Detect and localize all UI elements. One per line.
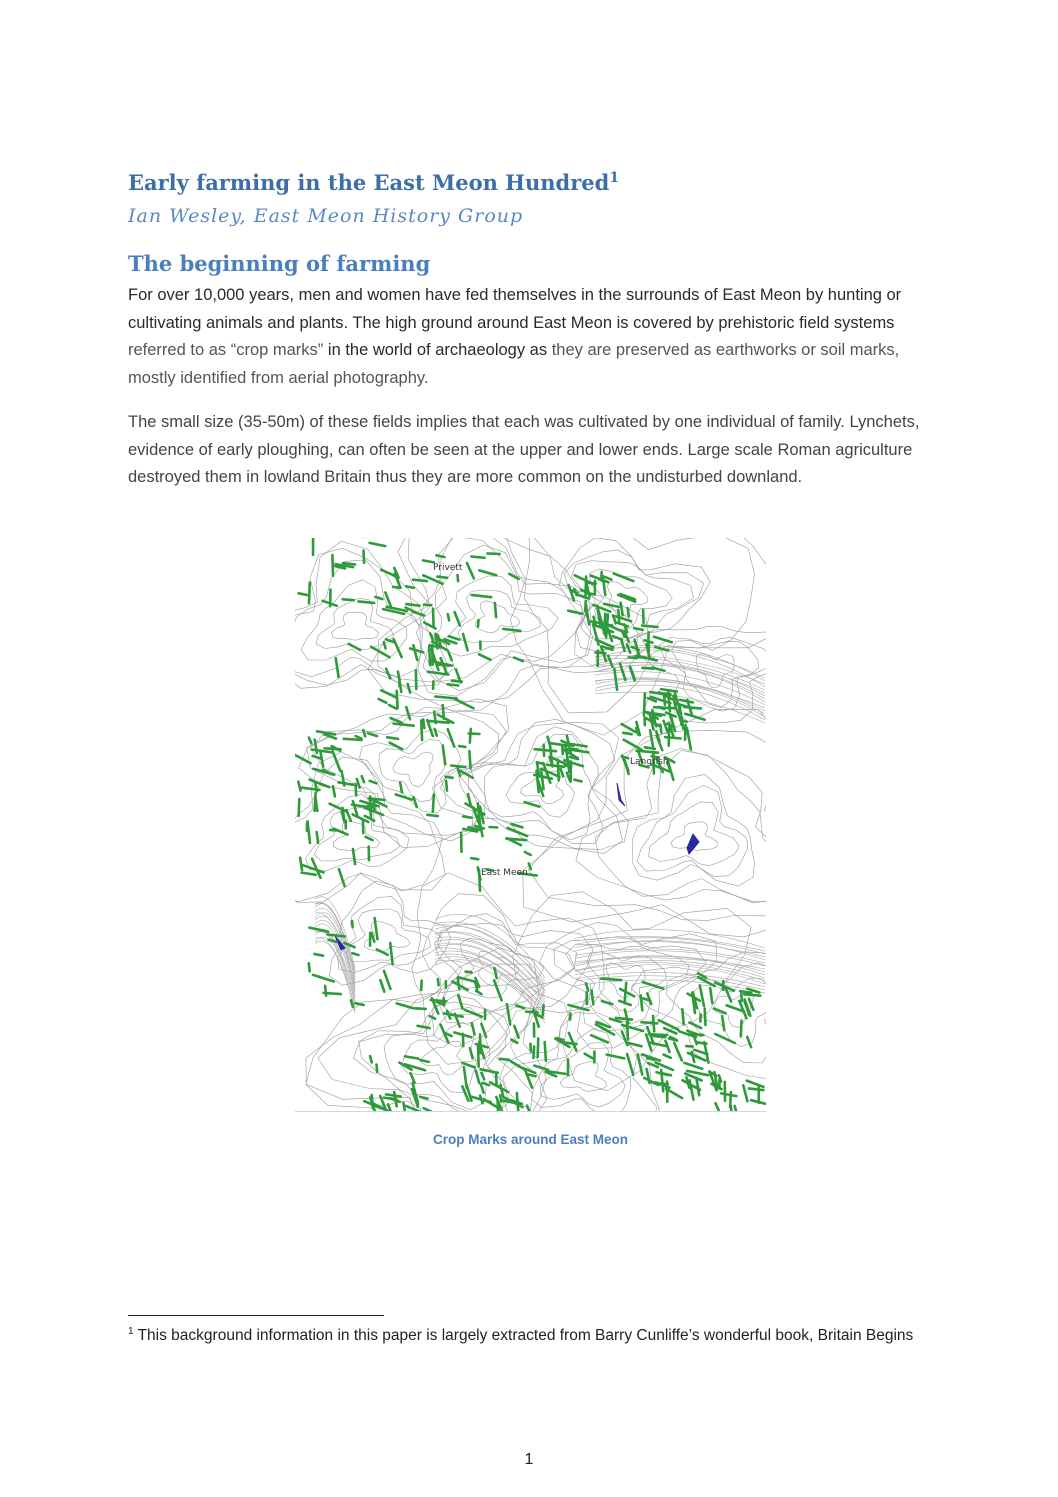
crop-mark — [464, 1067, 467, 1087]
crop-mark — [514, 658, 523, 662]
contour-line — [316, 598, 394, 649]
crop-mark — [710, 988, 712, 1003]
crop-mark — [406, 586, 414, 588]
crop-mark — [608, 656, 612, 667]
crop-mark — [315, 793, 316, 811]
contour-line — [384, 1007, 490, 1110]
contour-line — [595, 750, 766, 903]
crop-mark — [400, 783, 402, 793]
crop-mark — [647, 1069, 650, 1083]
crop-mark — [427, 721, 449, 723]
contour-line — [318, 985, 533, 1111]
crop-mark — [478, 620, 479, 627]
crop-mark — [481, 1085, 484, 1093]
crop-mark — [446, 777, 453, 778]
crop-mark — [433, 794, 434, 811]
crop-mark — [616, 1018, 632, 1020]
crop-mark — [362, 776, 364, 782]
contour-line — [301, 580, 407, 661]
crop-mark — [487, 553, 499, 554]
crop-mark — [648, 641, 649, 655]
crop-mark — [470, 1048, 473, 1058]
crop-mark — [476, 991, 481, 994]
crop-mark — [309, 583, 310, 604]
paragraph-1-part-c: in the world of archaeology as — [323, 341, 552, 359]
crop-mark — [449, 636, 460, 639]
crop-mark — [433, 609, 434, 627]
crop-mark — [349, 644, 361, 650]
contour-line — [432, 722, 628, 849]
crop-mark — [700, 985, 704, 1006]
crop-mark-lines — [295, 538, 766, 1111]
crop-mark — [495, 603, 496, 617]
crop-mark — [329, 940, 337, 942]
crop-mark — [642, 626, 658, 628]
crop-mark — [662, 693, 670, 694]
crop-mark — [355, 1003, 363, 1005]
crop-mark — [372, 933, 375, 942]
crop-mark — [634, 628, 642, 630]
crop-mark — [602, 1001, 612, 1004]
crop-mark — [455, 612, 460, 625]
crop-mark — [406, 604, 419, 606]
crop-mark — [405, 1056, 419, 1058]
contour-line — [637, 785, 748, 876]
crop-mark — [421, 1060, 429, 1062]
crop-mark — [508, 828, 528, 836]
crop-mark — [427, 815, 438, 816]
crop-mark — [622, 724, 636, 732]
crop-mark — [299, 593, 307, 595]
crop-mark — [470, 729, 471, 743]
crop-mark — [463, 817, 471, 818]
crop-mark — [490, 1082, 508, 1092]
crop-mark — [471, 858, 478, 859]
crop-mark — [478, 1047, 479, 1067]
contour-line — [295, 560, 421, 677]
paragraph-2: The small size (35-50m) of these fields implies that each was cultivated by one individual of family. Lynchets, evidence of early ploughing, can often be seen at the upper and lower ends. Large scale Roman agriculture destroyed them in lowland Britain thus they are more common on the undisturbed downland. — [128, 413, 920, 486]
crop-mark — [347, 810, 351, 821]
crop-mark — [686, 1046, 693, 1047]
crop-mark — [547, 765, 564, 767]
map-label-langrish: Langrish — [630, 757, 669, 767]
crop-mark — [375, 597, 382, 599]
crop-mark — [458, 978, 460, 989]
ridge-line — [435, 925, 545, 984]
crop-mark — [591, 1035, 608, 1042]
crop-mark — [621, 639, 624, 651]
crop-mark — [568, 611, 582, 614]
crop-mark — [368, 733, 377, 736]
crop-mark — [525, 802, 540, 807]
crop-mark — [654, 1083, 668, 1084]
crop-mark — [685, 725, 686, 740]
crop-mark — [475, 983, 477, 990]
crop-mark — [500, 1059, 509, 1060]
crop-mark — [682, 1009, 683, 1024]
crop-mark — [353, 849, 355, 864]
crop-mark — [370, 543, 386, 546]
crop-mark — [351, 1000, 353, 1007]
map-label-east-meon: East Meon — [481, 868, 528, 878]
crop-mark — [424, 605, 432, 606]
crop-mark — [343, 599, 354, 600]
crop-mark — [381, 570, 395, 576]
crop-mark — [408, 684, 410, 693]
crop-mark — [534, 1066, 548, 1070]
crop-mark — [657, 1072, 668, 1075]
crop-mark — [625, 761, 629, 775]
crop-mark — [558, 760, 559, 781]
crop-mark — [561, 769, 564, 776]
crop-mark — [741, 1021, 742, 1037]
footnote — [128, 1325, 918, 1347]
contour-line — [500, 997, 661, 1111]
crop-mark — [343, 563, 355, 564]
crop-mark — [300, 858, 302, 870]
crop-mark — [649, 1042, 666, 1046]
crop-mark — [655, 647, 668, 651]
crop-mark — [302, 873, 316, 875]
crop-mark — [310, 780, 330, 788]
crop-mark — [372, 1095, 373, 1108]
crop-mark — [472, 595, 491, 597]
crop-mark — [446, 781, 447, 791]
crop-mark — [751, 1100, 766, 1104]
crop-mark — [421, 721, 422, 741]
crop-mark — [481, 1073, 484, 1079]
crop-mark — [424, 1108, 431, 1111]
crop-mark — [379, 699, 387, 703]
crop-mark — [659, 1020, 679, 1029]
crop-mark — [466, 972, 472, 973]
document-title — [128, 170, 619, 195]
crop-mark — [463, 634, 468, 651]
crop-mark — [448, 684, 459, 685]
crop-mark — [352, 953, 358, 955]
contour-line — [447, 576, 559, 656]
figure-caption: Crop Marks around East Meon — [432, 1132, 629, 1147]
contour-line — [437, 923, 575, 1014]
crop-mark — [380, 980, 384, 992]
crop-mark — [627, 1054, 633, 1075]
crop-mark — [586, 604, 589, 624]
contour-line — [475, 601, 520, 633]
crop-mark — [452, 681, 462, 682]
crop-mark — [413, 645, 417, 660]
crop-mark — [537, 762, 543, 764]
crop-mark — [366, 837, 373, 840]
crop-mark — [451, 766, 465, 768]
crop-mark — [421, 981, 422, 990]
crop-mark — [530, 1044, 531, 1052]
crop-mark — [364, 551, 365, 563]
crop-mark — [621, 603, 623, 615]
crop-mark — [543, 1005, 544, 1015]
contour-line — [393, 752, 433, 787]
crop-mark — [476, 1071, 480, 1084]
crop-mark — [396, 795, 412, 800]
crop-mark — [650, 730, 653, 748]
crop-mark — [443, 746, 446, 765]
crop-mark — [653, 1016, 654, 1032]
crop-mark — [490, 827, 498, 828]
crop-mark — [680, 700, 693, 703]
crop-mark — [483, 1083, 490, 1085]
crop-mark — [436, 555, 444, 557]
crop-mark — [628, 608, 629, 616]
contour-line — [333, 822, 379, 851]
title-text: Early farming in the East Meon Hundred — [128, 170, 610, 195]
footnote-divider — [128, 1315, 384, 1316]
section-heading: The beginning of farming — [128, 251, 431, 276]
footnote-text: This background information in this paper is largely extracted from Barry Cunliffe’s wonderful book, Britain Begins — [137, 1327, 914, 1344]
crop-mark — [314, 954, 323, 956]
crop-mark — [654, 637, 672, 643]
crop-mark — [299, 799, 300, 816]
crop-mark — [664, 1055, 671, 1058]
contour-line — [498, 538, 766, 735]
crop-mark — [620, 989, 634, 997]
contour-line — [524, 538, 754, 713]
water-feature — [687, 834, 699, 854]
crop-mark — [577, 595, 589, 599]
crop-mark — [339, 782, 354, 785]
crop-mark — [614, 574, 634, 582]
crop-mark — [618, 610, 619, 622]
crop-mark — [309, 963, 310, 971]
crop-mark — [448, 614, 449, 620]
crop-mark — [500, 1095, 501, 1101]
crop-mark — [538, 1038, 539, 1057]
crop-mark — [604, 604, 619, 607]
crop-mark — [443, 705, 444, 719]
crop-mark — [479, 654, 490, 659]
crop-mark — [516, 1006, 524, 1009]
crop-mark — [623, 733, 632, 734]
crop-mark — [423, 719, 424, 728]
crop-mark — [613, 636, 622, 640]
paragraph-1-part-a: For over 10,000 years, men and women have fed themselves in the surrounds of East Meon by hunting or cultivating animals and plants. The high ground around East Meon is covered by prehistoric field systems — [128, 286, 902, 332]
crop-mark — [415, 1008, 426, 1009]
water-feature — [617, 783, 625, 806]
crop-mark — [472, 1023, 475, 1034]
crop-mark — [358, 601, 374, 603]
crop-mark — [533, 1047, 534, 1059]
crop-mark — [458, 575, 459, 581]
crop-mark — [384, 971, 391, 989]
crop-mark — [430, 1016, 435, 1019]
crop-mark — [674, 1043, 682, 1061]
crop-mark — [389, 705, 396, 709]
crop-mark — [617, 623, 628, 627]
crop-mark — [471, 557, 484, 558]
crop-mark — [479, 570, 496, 575]
crop-mark — [413, 580, 427, 581]
crop-mark — [525, 852, 531, 855]
footnote-number: 1 — [128, 1325, 134, 1337]
crop-mark — [688, 1053, 705, 1061]
crop-mark — [370, 1056, 372, 1062]
crop-mark — [647, 1058, 655, 1060]
crop-mark — [459, 746, 465, 747]
crop-mark — [526, 1012, 537, 1013]
crop-mark — [438, 979, 439, 985]
crop-mark — [449, 653, 452, 661]
crop-mark — [467, 563, 474, 578]
crop-mark — [747, 1037, 751, 1047]
crop-mark — [541, 772, 543, 790]
crop-mark — [420, 1097, 427, 1099]
crop-mark — [437, 1002, 443, 1004]
crop-mark — [339, 869, 345, 886]
paragraph-1 — [128, 282, 928, 392]
crop-mark — [592, 990, 594, 1004]
crop-mark — [601, 979, 621, 981]
crop-mark — [309, 738, 312, 744]
contour-line — [513, 892, 751, 1091]
crop-mark — [705, 1009, 706, 1026]
contour-line — [458, 590, 540, 643]
crop-mark — [565, 766, 571, 767]
crop-mark — [652, 668, 664, 671]
crop-mark — [398, 672, 401, 692]
crop-mark — [458, 768, 460, 776]
crop-mark — [656, 731, 659, 741]
crop-mark — [385, 593, 390, 607]
crop-marks-map — [295, 538, 766, 1112]
crop-mark — [716, 1103, 719, 1110]
crop-mark — [332, 555, 333, 576]
crop-mark — [387, 737, 398, 739]
crop-mark — [313, 975, 334, 982]
crop-mark — [439, 665, 450, 666]
crop-mark — [411, 1073, 415, 1083]
crop-mark — [448, 729, 454, 746]
contour-line — [412, 873, 604, 1064]
paragraph-1-part-b: referred to as “crop marks” — [128, 341, 324, 359]
contour-line — [435, 914, 577, 1024]
crop-mark — [384, 642, 386, 648]
crop-mark — [317, 832, 318, 843]
crop-mark — [356, 784, 357, 796]
crop-mark — [735, 1106, 738, 1111]
paragraph-1-part-d: they are preserved as earthworks or soil marks, mostly identified from aerial photography. — [128, 341, 900, 387]
title-footnote-ref: 1 — [609, 170, 620, 186]
crop-mark — [749, 1088, 764, 1090]
crop-mark — [377, 1065, 378, 1072]
crop-mark — [298, 782, 300, 791]
crop-mark — [653, 1036, 665, 1038]
contour-line — [295, 752, 445, 903]
crop-mark — [370, 796, 371, 816]
crop-mark — [627, 1022, 628, 1039]
crop-mark — [744, 994, 760, 995]
crop-mark — [503, 629, 520, 631]
author-line: Ian Wesley, East Meon History Group — [128, 205, 524, 227]
map-graphic — [295, 538, 766, 1111]
crop-mark — [394, 724, 414, 726]
crop-mark — [370, 781, 377, 783]
crop-mark — [356, 736, 362, 739]
crop-mark — [607, 1055, 625, 1059]
crop-mark — [437, 577, 447, 578]
crop-mark — [312, 750, 333, 753]
crop-mark — [480, 1096, 483, 1104]
crop-mark — [641, 996, 643, 1011]
crop-mark — [303, 865, 323, 872]
crop-mark — [469, 751, 470, 768]
crop-mark — [357, 779, 360, 788]
crop-mark — [747, 1081, 764, 1087]
crop-mark — [574, 780, 581, 782]
crop-mark — [585, 1054, 594, 1059]
crop-mark — [507, 1004, 510, 1024]
crop-mark — [397, 691, 398, 708]
crop-mark — [397, 1003, 414, 1008]
page-number: 1 — [524, 1451, 534, 1468]
crop-mark — [336, 658, 339, 677]
crop-mark — [363, 730, 365, 736]
crop-mark — [684, 1063, 702, 1069]
crop-mark — [324, 993, 341, 994]
crop-mark — [586, 983, 588, 990]
crop-mark — [722, 1016, 724, 1030]
map-label-privett: Privett — [433, 563, 463, 573]
crop-mark — [511, 1040, 517, 1043]
crop-mark — [394, 1092, 397, 1106]
crop-mark — [481, 1024, 486, 1037]
crop-mark — [429, 647, 430, 665]
crop-mark — [435, 697, 457, 699]
crop-mark — [624, 740, 642, 750]
contour-line — [295, 757, 442, 902]
crop-mark — [649, 1034, 667, 1035]
crop-mark — [721, 1093, 736, 1096]
crop-mark — [743, 1085, 747, 1101]
crop-mark — [545, 1042, 546, 1061]
